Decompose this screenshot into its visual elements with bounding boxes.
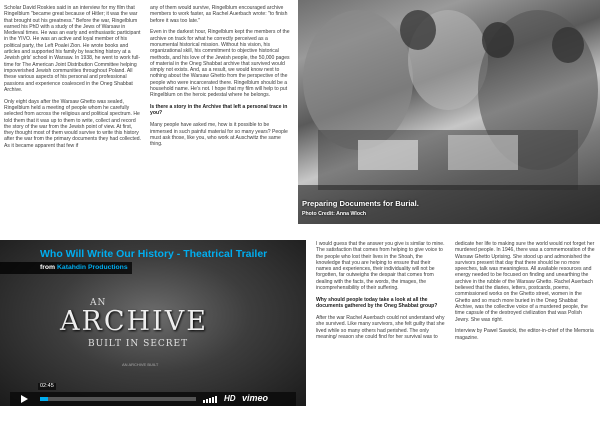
paragraph: dedicate her life to making sure the world would not forget her murdered people. In 1946, there was a commemoration of the Warsaw Ghetto Uprising. She stood up and admonished the survivors present that day that there should be no more speeches, talk was meaningless. All available resources and energy needed to be focused on finding and unearthing the archive in the rubble of the Warsaw Ghetto. Rachel Auerbach believed that the diaries, letters, postcards, poems, commissioned works on the Ghetto street, women in the Ghetto and so much more buried in the Oneg Shabbat Archive, was the collective voice of a murdered people, the time capsule of the destroyed civilization that was Polish Jewry. She was right. — [455, 241, 595, 323]
video-from-prefix: from — [40, 264, 56, 271]
photo-image — [298, 0, 600, 224]
poster-title: ARCHIVE — [60, 306, 208, 337]
poster-subtitle: BUILT IN SECRET — [88, 339, 189, 349]
interview-question: Is there a story in the Archive that left a personal trace in you? — [150, 104, 288, 117]
vimeo-logo[interactable]: vimeo — [242, 393, 269, 403]
paragraph: After the war Rachel Auerbach could not understand why she survived. Like many survivors, she felt guilty that she lived while so many others had perished. The only meaning/ reason she could find for her survival was to — [316, 314, 445, 340]
paragraph: Only eight days after the Warsaw Ghetto was sealed, Ringelblum held a meeting of people whom he carefully selected from across the religious and political spectrum. He told them that it was up to them to write, collect and record the story of the war from the Jewish point of view. At first, they thought most of them would survive to write this history after the war from the primary documents they had collected. As it became apparent that few if — [4, 98, 142, 149]
paragraph: Even in the darkest hour, Ringelblum kept the members of the archive on track for what he correctly perceived as a monumental historical mission. Without his vision, his organizational skill, his commitment to objective historical methods, and his love of the Jewish people, the 50,000 pages of material in the Oneg Shabbat archive that survived would simply not exists. And, as a result, we would know next to nothing about the Warsaw Ghetto from the perspective of the people who were incarcerated there. Ringelblum should be a household name. He's not. I hope that my film will help to put Ringelblum on the heroic pedestal where he belongs. — [150, 29, 290, 99]
video-time-label: 02:45 — [40, 383, 54, 389]
photo-caption: Preparing Documents for Burial. — [302, 199, 419, 208]
poster-an: AN — [90, 298, 107, 308]
video-control-bar — [10, 392, 296, 406]
burial-photo — [298, 0, 600, 224]
text-column-3 — [316, 241, 446, 346]
volume-icon[interactable] — [202, 395, 218, 403]
progress-fill — [40, 397, 48, 401]
interview-question: Why should people today take a look at all the documents gathered by the Oneg Shabbat group? — [316, 296, 438, 310]
play-icon[interactable] — [14, 394, 34, 404]
poster-small-text: AN ARCHIVE BUILT — [122, 362, 159, 367]
video-author-link[interactable]: Katahdin Productions — [57, 264, 128, 271]
interview-credit: Interview by Pawel Sawicki, the editor-in-chief of the Memoria magazine. — [455, 328, 594, 341]
paragraph: Scholar David Roskies said in an interview for my film that Ringelblum "became great because of Hitler; it was the war that brought out his greatness." Before the war, Ringelblum earned his PhD with a study of the Jews of Warsaw in Medieval times. He was an early and enthusiastic participant in the YIVO. He was an active and loyal member of his political party, the Left Poalei Zion. He wrote books and articles and supported his family by teaching history at a Jewish girls' school in Warsaw. In 1938, he went to work full-time for The American Joint Distribution Committee helping impoverished Jewish communities throughout Poland. All these various aspects of his personal and professional passions and experience coalesced in the Oneg Shabbat Archive. — [4, 5, 141, 93]
paragraph: I would guess that the answer you give is similar to mine. The satisfaction that comes from helping to give voice to the people who lost their lives in the Shoah, the knowledge that you are helping to ensure that their names and experiences, their individuality will not be forgotten, far outweighs the despair that comes from dealing with the facts, the words, the images, the incomprehensibility of their suffering. — [316, 241, 445, 292]
video-byline — [0, 262, 132, 274]
paragraph: Many people have asked me, how is it possible to be immersed in such painful material for so many years? People must ask those, like you, who work at Auschwitz the same thing. — [150, 122, 288, 148]
paragraph: any of them would survive, Ringelblum encouraged archive members to work faster, as Rachel Auerbach wrote: "to finish before it was too late." — [150, 5, 288, 24]
video-player[interactable] — [0, 240, 306, 406]
progress-bar[interactable] — [40, 397, 196, 401]
hd-toggle[interactable]: HD — [224, 394, 236, 403]
video-title-link[interactable]: Who Will Write Our History - Theatrical Trailer — [40, 248, 268, 260]
text-column-4 — [455, 241, 597, 346]
photo-credit: Photo Credit: Anna Wloch — [302, 211, 367, 217]
text-column-2 — [150, 5, 290, 153]
text-column-1 — [4, 5, 143, 155]
